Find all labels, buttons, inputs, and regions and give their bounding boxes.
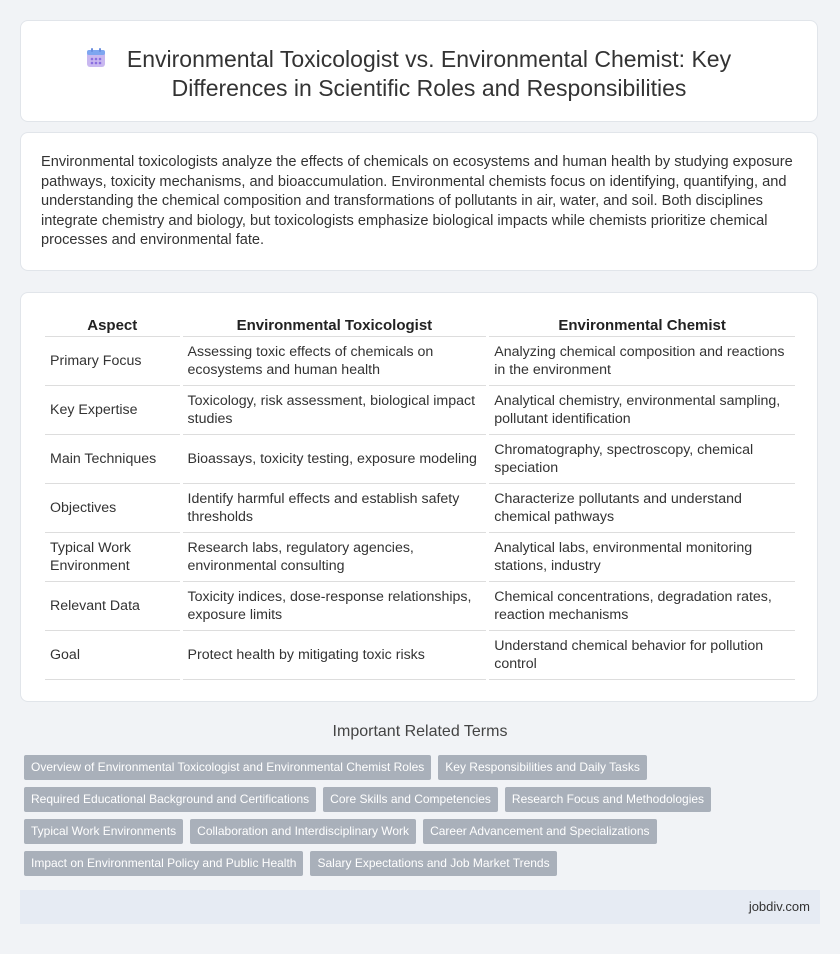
related-term-link[interactable]: Key Responsibilities and Daily Tasks <box>438 755 647 780</box>
related-term-link[interactable]: Typical Work Environments <box>24 819 183 844</box>
tag-row <box>24 755 824 780</box>
table-row <box>45 386 795 435</box>
related-term-link[interactable]: Career Advancement and Specializations <box>423 819 656 844</box>
comparison-table-card <box>20 292 818 702</box>
related-term-link[interactable]: Impact on Environmental Policy and Public Health <box>24 851 303 876</box>
row-chemist: Understand chemical behavior for pollution control <box>489 631 795 680</box>
footer <box>20 890 820 924</box>
related-term-link[interactable]: Overview of Environmental Toxicologist and Environmental Chemist Roles <box>24 755 431 780</box>
row-toxicologist: Research labs, regulatory agencies, environmental consulting <box>183 533 487 582</box>
related-term-link[interactable]: Salary Expectations and Job Market Trends <box>310 851 556 876</box>
row-aspect: Typical Work Environment <box>45 533 180 582</box>
row-chemist: Chemical concentrations, degradation rates, reaction mechanisms <box>489 582 795 631</box>
related-terms-list <box>24 755 824 883</box>
comparison-table <box>42 314 798 680</box>
row-aspect: Key Expertise <box>45 386 180 435</box>
related-terms-title: Important Related Terms <box>332 723 508 740</box>
header-aspect: Aspect <box>45 314 180 337</box>
intro-card <box>20 132 818 271</box>
header-chemist: Environmental Chemist <box>489 314 795 337</box>
row-toxicologist: Protect health by mitigating toxic risks <box>183 631 487 680</box>
row-chemist: Characterize pollutants and understand chemical pathways <box>489 484 795 533</box>
row-chemist: Analytical chemistry, environmental sampling, pollutant identification <box>489 386 795 435</box>
row-toxicologist: Assessing toxic effects of chemicals on ecosystems and human health <box>183 337 487 386</box>
row-aspect: Relevant Data <box>45 582 180 631</box>
row-aspect: Goal <box>45 631 180 680</box>
table-row <box>45 533 795 582</box>
table-row <box>45 337 795 386</box>
row-aspect: Primary Focus <box>45 337 180 386</box>
intro-paragraph: Environmental toxicologists analyze the effects of chemicals on ecosystems and human health by studying exposure pathways, toxicity mechanisms, and bioaccumulation. Environmental chemists focus on identifying, quantifying, and understanding the chemical composition and transformations of pollutants in air, water, and soil. Both disciplines integrate chemistry and biology, but toxicologists emphasize biological impacts while chemists prioritize chemical processes and environmental fate. <box>41 154 793 248</box>
table-row <box>45 582 795 631</box>
table-row <box>45 435 795 484</box>
related-term-link[interactable]: Research Focus and Methodologies <box>505 787 711 812</box>
related-term-link[interactable]: Collaboration and Interdisciplinary Work <box>190 819 416 844</box>
table-row <box>45 631 795 680</box>
row-chemist: Analytical labs, environmental monitoring stations, industry <box>489 533 795 582</box>
tag-row <box>24 819 824 844</box>
related-term-link[interactable]: Core Skills and Competencies <box>323 787 498 812</box>
row-toxicologist: Toxicology, risk assessment, biological impact studies <box>183 386 487 435</box>
tag-row <box>24 851 824 876</box>
row-aspect: Main Techniques <box>45 435 180 484</box>
header-toxicologist: Environmental Toxicologist <box>183 314 487 337</box>
row-chemist: Chromatography, spectroscopy, chemical speciation <box>489 435 795 484</box>
row-toxicologist: Bioassays, toxicity testing, exposure modeling <box>183 435 487 484</box>
related-term-link[interactable]: Required Educational Background and Certifications <box>24 787 316 812</box>
row-chemist: Analyzing chemical composition and reactions in the environment <box>489 337 795 386</box>
table-header-row <box>45 314 795 337</box>
row-toxicologist: Identify harmful effects and establish safety thresholds <box>183 484 487 533</box>
row-toxicologist: Toxicity indices, dose-response relationships, exposure limits <box>183 582 487 631</box>
table-row <box>45 484 795 533</box>
tag-row <box>24 787 824 812</box>
title-card <box>20 20 818 122</box>
row-aspect: Objectives <box>45 484 180 533</box>
footer-site-link[interactable]: jobdiv.com <box>748 899 810 914</box>
page-title: Environmental Toxicologist vs. Environmental Chemist: Key Differences in Scientific Roles and Responsibilities <box>126 46 732 101</box>
